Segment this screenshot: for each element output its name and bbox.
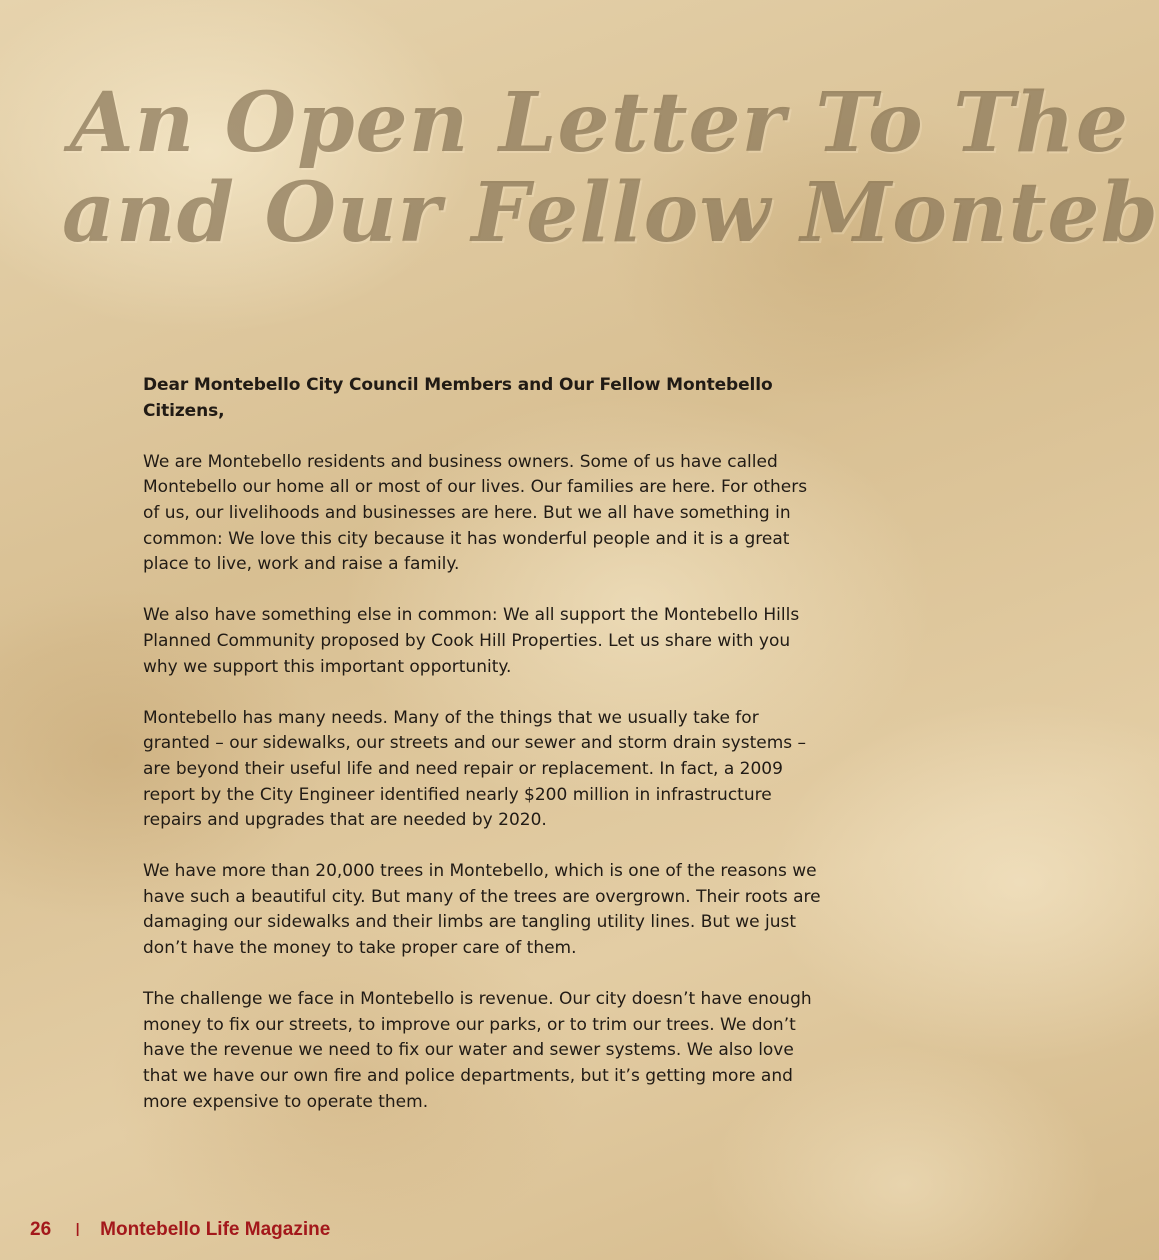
- heading-line-2: and Our Fellow Monteb: [62, 165, 1159, 261]
- paragraph-2: We also have something else in common: We all support the Montebello Hills Planned Community proposed by Cook Hill Properties. Let us share with you why we support this important opportunity.: [143, 605, 800, 677]
- letter-body: [143, 373, 823, 1141]
- heading-line-1: An Open Letter To The: [70, 75, 1130, 171]
- paragraph-3: Montebello has many needs. Many of the things that we usually take for granted – our sidewalks, our streets and our sewer and storm drain systems – are beyond their useful life and need repair or replacement. In fact, a 2009 report by the City Engineer identified nearly $200 million in infrastructure repairs and upgrades that are needed by 2020.: [143, 707, 807, 831]
- page-number: 26: [30, 1219, 52, 1240]
- paragraph-4: We have more than 20,000 trees in Montebello, which is one of the reasons we have such a beautiful city. But many of the trees are overgrown. Their roots are damaging our sidewalks and their limbs are tangling utility lines. But we just don’t have the money to take proper care of them.: [143, 861, 821, 959]
- paragraph-5: The challenge we face in Montebello is revenue. Our city doesn’t have enough money to fix our streets, to improve our parks, or to trim our trees. We don’t have the revenue we need to fix our water and sewer systems. We also love that we have our own fire and police departments, but it’s getting more and more expensive to operate them.: [143, 989, 812, 1112]
- footer-separator: I: [75, 1219, 81, 1240]
- salutation: Dear Montebello City Council Members and Our Fellow Montebello Citizens,: [143, 375, 773, 421]
- letter-heading: [0, 0, 1159, 261]
- paragraph-1: We are Montebello residents and business owners. Some of us have called Montebello our home all or most of our lives. Our families are here. For others of us, our livelihoods and businesses are here. But we all have something in common: We love this city because it has wonderful people and it is a great place to live, work and raise a family.: [143, 451, 808, 575]
- page-footer: [30, 1216, 330, 1244]
- publication-name: Montebello Life Magazine: [100, 1219, 331, 1240]
